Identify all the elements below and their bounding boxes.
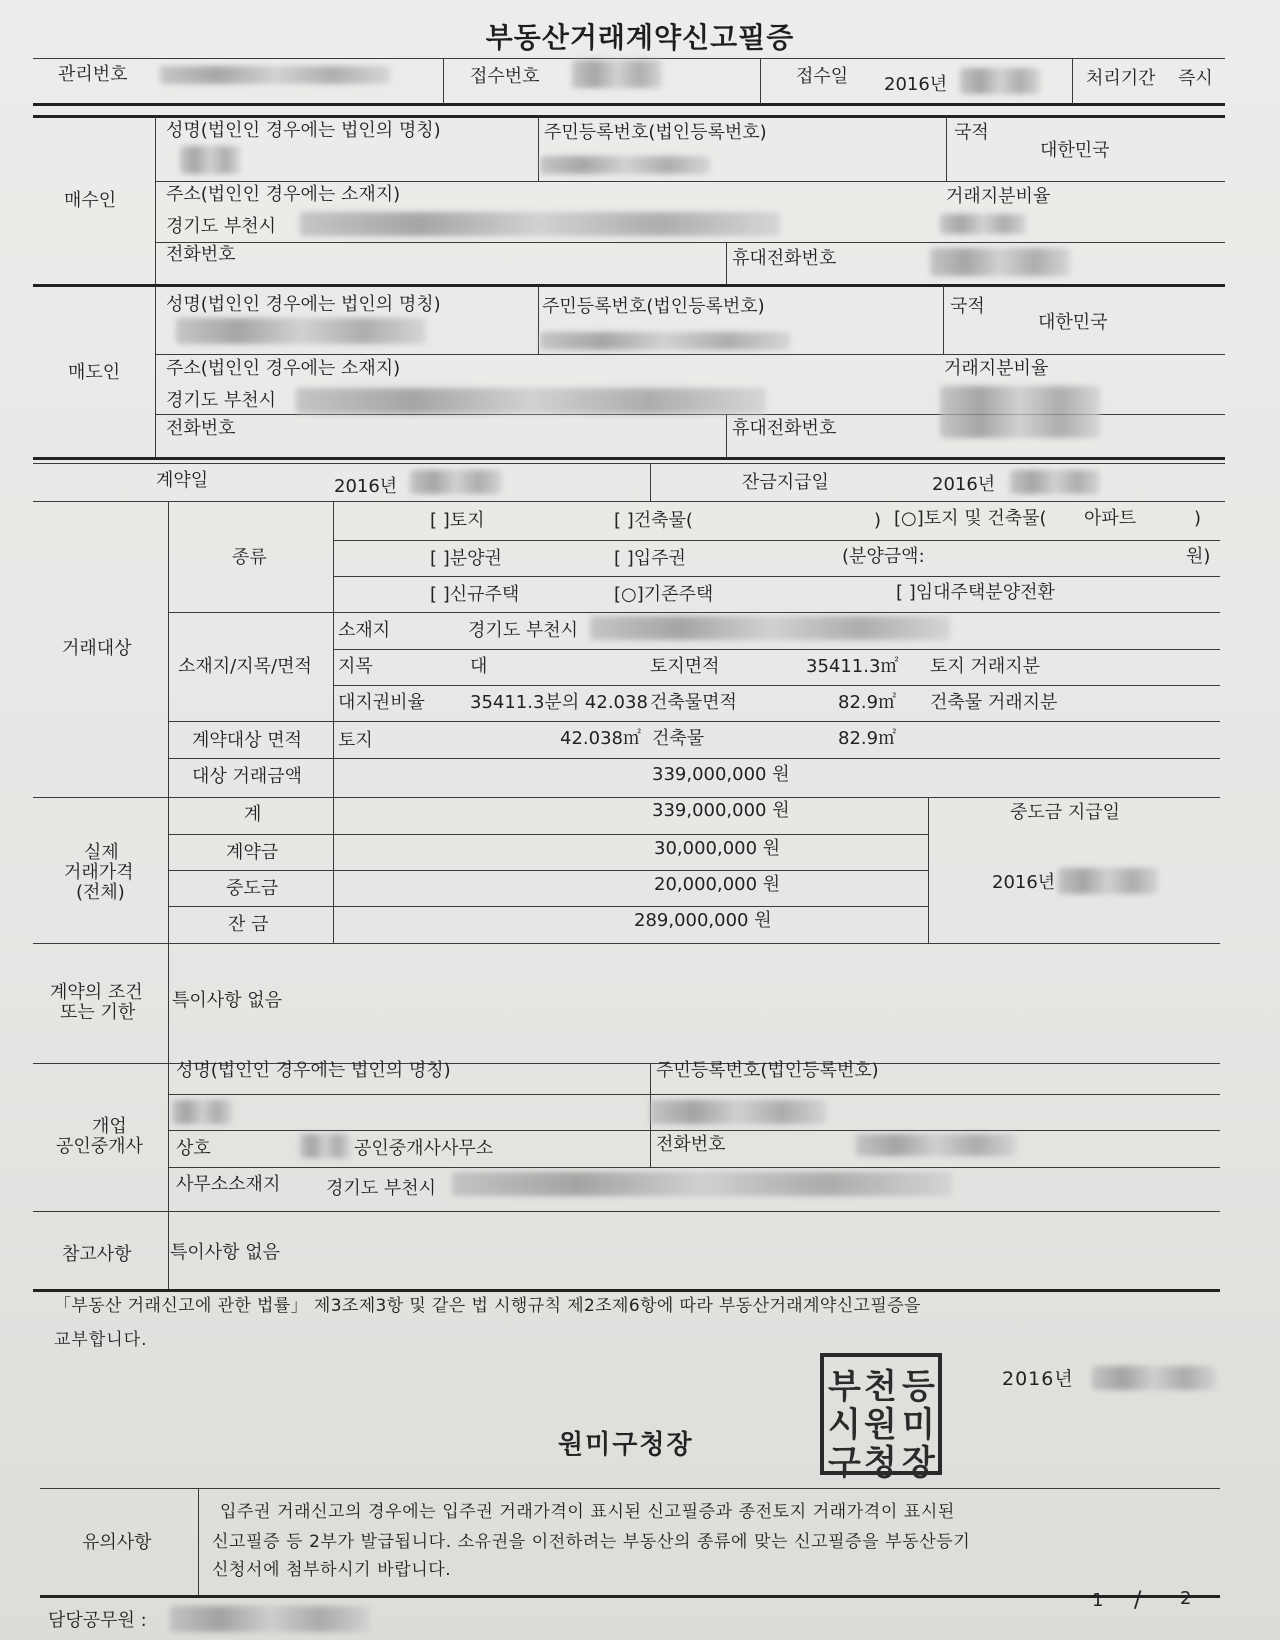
divider — [168, 1064, 169, 1211]
divider — [333, 649, 1220, 650]
redacted-field — [540, 156, 710, 174]
kind-building-close: ) — [874, 510, 882, 531]
agent-firm-label: 상호 — [176, 1138, 211, 1159]
period-value: 즉시 — [1178, 68, 1213, 89]
middle-date-value: 2016년 — [992, 872, 1056, 893]
notice-line-2: 신고필증 등 2부가 발급됩니다. 소유권을 이전하려는 부동산의 종류에 맞는 신고필증을 부동산등기 — [212, 1532, 971, 1552]
seller-address-label: 주소(법인인 경우에는 소재지) — [166, 358, 401, 379]
redacted-field — [300, 1134, 350, 1158]
agent-section-label-2: 공인중개사 — [56, 1136, 143, 1157]
divider — [155, 354, 1225, 355]
land-share-label: 토지 거래지분 — [930, 656, 1041, 677]
redacted-field — [410, 470, 502, 494]
redacted-field — [170, 1606, 370, 1632]
official-seal: 부 천 등 시 원 미 구 청 장 — [820, 1353, 942, 1475]
redacted-field — [590, 616, 950, 640]
notice-line-1: 입주권 거래신고의 경우에는 입주권 거래가격이 표시된 신고필증과 종전토지 거래가격이 표시된 — [220, 1502, 955, 1522]
divider — [168, 1212, 169, 1292]
price-total-label: 계 — [244, 804, 262, 825]
buyer-phone-label: 전화번호 — [166, 244, 236, 265]
presale-amount-unit: 원) — [1186, 546, 1211, 567]
kind-occupancy-checkbox: [ ]입주권 — [614, 548, 686, 569]
agent-office-value: 경기도 부천시 — [326, 1178, 437, 1199]
divider — [168, 1130, 1220, 1131]
loc-label: 소재지 — [338, 620, 391, 641]
price-section-label-2: 거래가격 — [64, 862, 134, 883]
divider — [168, 612, 1220, 613]
target-amount-value: 339,000,000 원 — [652, 764, 790, 785]
divider — [40, 1488, 1220, 1489]
price-section-label-3: (전체) — [76, 882, 125, 903]
land-right-label: 대지권비율 — [338, 692, 425, 713]
kind-land-building-type: 아파트 — [1084, 508, 1137, 529]
kind-land-building-checkbox: [○]토지 및 건축물( — [894, 508, 1047, 529]
divider — [168, 721, 1220, 722]
notice-line-3: 신청서에 첨부하시기 바랍니다. — [212, 1560, 452, 1580]
receipt-date-label: 접수일 — [796, 66, 849, 87]
location-label: 소재지/지목/면적 — [178, 656, 312, 677]
buyer-nationality-label: 국적 — [954, 122, 989, 143]
seller-name-label: 성명(법인인 경우에는 법인의 명칭) — [166, 294, 441, 315]
officer-label: 담당공무원 : — [48, 1610, 147, 1631]
divider — [928, 798, 929, 943]
conditions-value: 특이사항 없음 — [172, 990, 283, 1011]
agent-name-label: 성명(법인인 경우에는 법인의 명칭) — [176, 1060, 451, 1081]
divider — [33, 797, 1220, 798]
ca-land-value: 42.038㎡ — [560, 728, 641, 749]
price-section-label-1: 실제 — [84, 842, 119, 863]
target-section-label: 거래대상 — [62, 638, 132, 659]
divider — [538, 116, 539, 181]
divider — [40, 1595, 1220, 1598]
remarks-label: 참고사항 — [62, 1244, 132, 1265]
agent-office-label: 사무소소재지 — [176, 1174, 281, 1195]
divider — [538, 286, 539, 355]
redacted-field — [176, 318, 426, 344]
divider — [155, 181, 1225, 182]
divider — [333, 540, 1220, 541]
redacted-field — [452, 1172, 952, 1196]
statement-line-2: 교부합니다. — [54, 1330, 148, 1350]
seller-section-label: 매도인 — [68, 362, 121, 383]
agent-id-label: 주민등록번호(법인등록번호) — [656, 1060, 879, 1081]
divider — [155, 286, 156, 460]
document-title: 부동산거래계약신고필증 — [485, 21, 795, 54]
divider — [33, 463, 1225, 464]
price-middle-value: 20,000,000 원 — [654, 874, 781, 895]
seller-id-label: 주민등록번호(법인등록번호) — [542, 296, 765, 317]
divider — [168, 906, 928, 907]
buyer-share-label: 거래지분비율 — [946, 186, 1051, 207]
divider — [168, 502, 169, 797]
middle-date-label: 중도금 지급일 — [1010, 802, 1121, 823]
redacted-field — [1010, 470, 1100, 494]
issuer-name: 원미구청장 — [558, 1430, 694, 1460]
buyer-name-label: 성명(법인인 경우에는 법인의 명칭) — [166, 120, 441, 141]
divider — [198, 1489, 199, 1597]
price-middle-label: 중도금 — [226, 878, 279, 899]
divider — [168, 944, 169, 1064]
seller-mobile-label: 휴대전화번호 — [732, 418, 837, 439]
statement-line-1: 「부동산 거래신고에 관한 법률」 제3조제3항 및 같은 법 시행규칙 제2조제6항에 따라 부동산거래계약신고필증을 — [54, 1296, 921, 1316]
ca-bldg-label: 건축물 — [652, 728, 705, 749]
redacted-field — [960, 68, 1040, 94]
divider — [168, 834, 928, 835]
divider — [760, 58, 761, 104]
divider — [33, 1289, 1220, 1292]
divider — [33, 103, 1225, 106]
page-current: 1 — [1092, 1590, 1104, 1611]
divider — [946, 116, 947, 181]
divider — [726, 415, 727, 460]
divider — [155, 116, 156, 286]
kind-existing-house-checkbox: [○]기존주택 — [614, 584, 714, 605]
page-total: 2 — [1180, 1588, 1192, 1609]
receipt-date-value: 2016년 — [884, 74, 948, 95]
redacted-field — [940, 386, 1100, 438]
divider — [33, 1211, 1220, 1212]
balance-date-value: 2016년 — [932, 474, 996, 495]
price-deposit-value: 30,000,000 원 — [654, 838, 781, 859]
divider — [333, 576, 1220, 577]
redacted-field — [296, 388, 766, 414]
divider — [33, 457, 1225, 460]
kind-presale-checkbox: [ ]분양권 — [430, 548, 502, 569]
divider — [650, 464, 651, 502]
receipt-no-label: 접수번호 — [470, 66, 540, 87]
contract-date-value: 2016년 — [334, 476, 398, 497]
remarks-value: 특이사항 없음 — [170, 1242, 281, 1263]
divider — [168, 1094, 1220, 1095]
kind-building-checkbox: [ ]건축물( — [614, 510, 693, 531]
seller-nationality-label: 국적 — [950, 296, 985, 317]
divider — [168, 1167, 1220, 1168]
jimok-label: 지목 — [338, 656, 373, 677]
jimok-value: 대 — [470, 656, 488, 677]
redacted-field — [160, 66, 390, 84]
agent-phone-label: 전화번호 — [656, 1134, 726, 1155]
redacted-field — [930, 248, 1070, 276]
divider — [443, 58, 444, 104]
buyer-section-label: 매수인 — [64, 190, 117, 211]
buyer-mobile-label: 휴대전화번호 — [732, 248, 837, 269]
kind-land-building-close: ) — [1194, 508, 1202, 529]
redacted-field — [540, 332, 790, 350]
divider — [726, 243, 727, 285]
page-separator: / — [1134, 1588, 1142, 1613]
balance-date-label: 잔금지급일 — [742, 472, 829, 493]
kind-new-house-checkbox: [ ]신규주택 — [430, 584, 520, 605]
divider — [33, 115, 1225, 118]
land-right-value: 35411.3분의 42.038 — [470, 692, 648, 713]
divider — [33, 58, 1225, 59]
redacted-field — [856, 1134, 1016, 1156]
buyer-nationality-value: 대한민국 — [1040, 140, 1110, 161]
seller-phone-label: 전화번호 — [166, 418, 236, 439]
kind-rental-conversion-checkbox: [ ]임대주택분양전환 — [896, 582, 1055, 603]
seller-share-label: 거래지분비율 — [944, 358, 1049, 379]
redacted-field — [300, 212, 780, 236]
contract-area-label: 계약대상 면적 — [192, 730, 303, 751]
target-amount-label: 대상 거래금액 — [192, 766, 303, 787]
redacted-field — [940, 214, 1026, 234]
land-area-label: 토지면적 — [650, 656, 720, 677]
price-balance-label: 잔 금 — [228, 914, 269, 935]
ca-bldg-value: 82.9㎡ — [838, 728, 897, 749]
divider — [168, 758, 1220, 759]
bldg-share-label: 건축물 거래지분 — [930, 692, 1058, 713]
kind-label: 종류 — [232, 547, 267, 568]
redacted-field — [172, 1100, 232, 1124]
seller-nationality-value: 대한민국 — [1038, 312, 1108, 333]
price-total-value: 339,000,000 원 — [652, 800, 790, 821]
land-area-value: 35411.3㎡ — [806, 656, 899, 677]
statement-date: 2016년 — [1002, 1368, 1074, 1390]
period-label: 처리기간 — [1086, 68, 1156, 89]
divider — [333, 685, 1220, 686]
divider — [33, 943, 1220, 944]
bldg-area-value: 82.9㎡ — [838, 692, 897, 713]
redacted-field — [572, 60, 662, 88]
buyer-id-label: 주민등록번호(법인등록번호) — [544, 122, 767, 143]
divider — [943, 286, 944, 355]
divider — [33, 501, 1225, 502]
agent-firm-value: 공인중개사사무소 — [354, 1138, 494, 1159]
price-deposit-label: 계약금 — [226, 842, 279, 863]
mgmt-no-label: 관리번호 — [58, 64, 128, 85]
divider — [155, 242, 1225, 243]
contract-date-label: 계약일 — [156, 470, 209, 491]
redacted-field — [180, 146, 240, 174]
redacted-field — [650, 1100, 826, 1124]
seller-address-value: 경기도 부천시 — [166, 390, 277, 411]
divider — [1072, 58, 1073, 104]
redacted-field — [1092, 1366, 1216, 1390]
presale-amount-label: (분양금액: — [842, 546, 925, 567]
price-balance-value: 289,000,000 원 — [634, 910, 772, 931]
kind-land-checkbox: [ ]토지 — [430, 510, 485, 531]
loc-value: 경기도 부천시 — [468, 620, 579, 641]
buyer-address-label: 주소(법인인 경우에는 소재지) — [166, 184, 401, 205]
bldg-area-label: 건축물면적 — [650, 692, 737, 713]
conditions-label-1: 계약의 조건 — [50, 982, 143, 1003]
buyer-address-value: 경기도 부천시 — [166, 216, 277, 237]
divider — [33, 284, 1225, 287]
ca-land-label: 토지 — [338, 730, 373, 751]
divider — [168, 870, 928, 871]
redacted-field — [1058, 868, 1158, 894]
notice-label: 유의사항 — [82, 1532, 152, 1553]
agent-section-label-1: 개업 — [92, 1116, 127, 1137]
conditions-label-2: 또는 기한 — [60, 1002, 136, 1023]
